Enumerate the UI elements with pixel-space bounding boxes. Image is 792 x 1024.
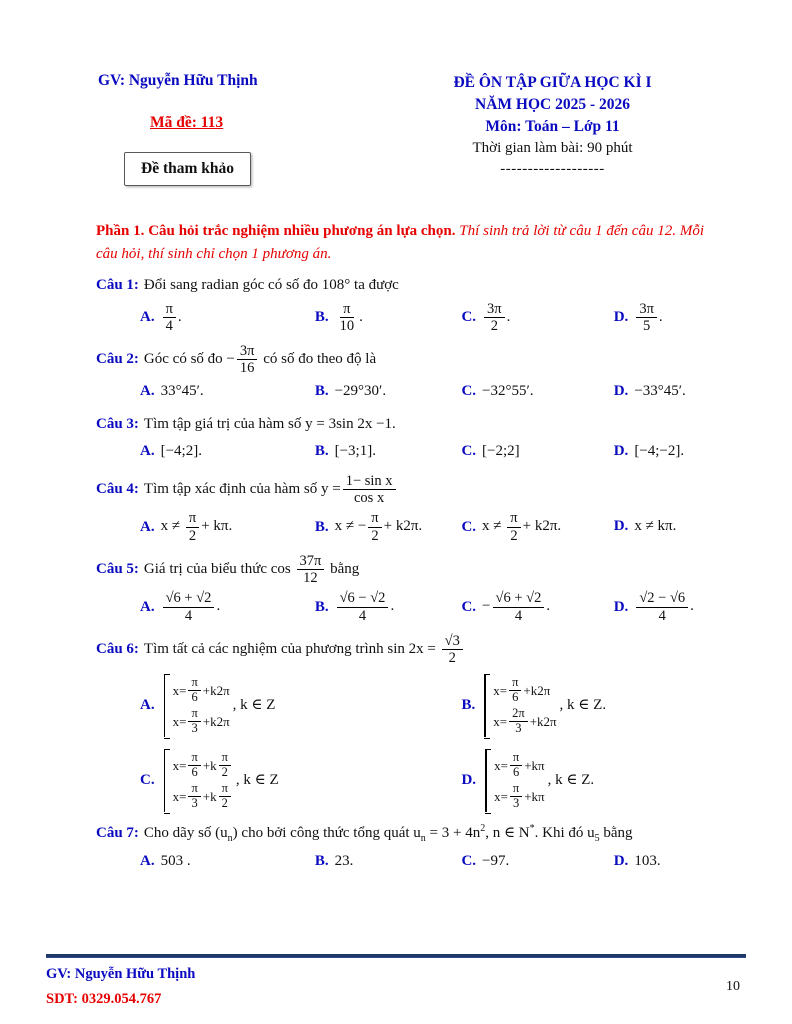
option-3a-key: A. — [140, 442, 155, 459]
case-text: +k — [202, 788, 217, 804]
question-7-text-6: . Khi đó u — [534, 825, 595, 842]
fraction-denominator: 2 — [221, 764, 228, 779]
question-4-text: Tìm tập xác định của hàm số — [143, 481, 321, 498]
fraction-numerator: π — [188, 751, 200, 766]
option-6c — [140, 749, 461, 812]
exam-header — [0, 0, 792, 186]
minus-sign: − — [226, 351, 235, 368]
fraction — [368, 510, 381, 543]
option-7a-key: A. — [140, 853, 155, 870]
option-5c-suffix: . — [546, 598, 551, 615]
question-5-label: Câu 5: — [96, 561, 139, 578]
part1-instruction: Thí sinh trả lời từ câu 1 đến câu 12. Mỗi câu hỏi, thí sinh chỉ chọn 1 phương án. — [96, 223, 704, 262]
case-line-2 — [173, 782, 233, 810]
page-footer — [46, 954, 746, 1008]
fraction — [484, 301, 505, 334]
fraction — [163, 301, 176, 334]
case-text: x= — [172, 788, 187, 804]
exam-duration: Thời gian làm bài: 90 phút — [472, 140, 633, 156]
fraction-denominator: 2 — [510, 527, 518, 544]
fraction-denominator: 4 — [658, 607, 666, 624]
option-3d — [614, 440, 704, 464]
fraction-numerator: √6 + √2 — [163, 590, 215, 607]
case-text: x= — [494, 757, 508, 773]
option-5d-key: D. — [613, 598, 629, 615]
question-3-options — [96, 440, 704, 464]
question-1-options — [96, 301, 704, 334]
question-2-options — [96, 380, 704, 404]
fraction-denominator: 2 — [448, 650, 456, 667]
teacher-name: GV: Nguyễn Hữu Thịnh — [98, 72, 258, 89]
option-6d-suffix: , k ∈ Z. — [547, 772, 595, 789]
option-4d-value: x ≠ kπ. — [634, 518, 677, 535]
fraction-numerator: π — [163, 301, 176, 318]
question-7-label: Câu 7: — [96, 825, 139, 842]
question-3-line — [96, 413, 704, 436]
option-1b-key: B. — [314, 308, 329, 325]
fraction-numerator: 3π — [484, 301, 505, 318]
option-6c-suffix: , k ∈ Z — [235, 772, 279, 789]
fraction — [337, 301, 358, 334]
fraction-denominator: 4 — [358, 607, 367, 624]
option-2d — [614, 380, 704, 404]
fraction — [237, 343, 258, 376]
question-1-text: Đổi sang radian góc có số đo 108° ta được — [143, 277, 399, 293]
question-4-line — [96, 473, 704, 506]
question-1-label: Câu 1: — [96, 277, 139, 293]
fraction-numerator: π — [188, 707, 200, 722]
option-2a — [140, 380, 315, 404]
fraction-denominator: 10 — [339, 317, 355, 334]
option-3c — [461, 440, 613, 464]
option-2a-key: A. — [140, 383, 155, 400]
case-text: x= — [493, 682, 508, 698]
fraction — [510, 782, 522, 810]
option-5a-suffix: . — [216, 598, 221, 615]
option-6b-key: B. — [461, 697, 476, 714]
fraction-numerator: π — [340, 301, 353, 318]
option-6d-key: D. — [461, 772, 477, 789]
option-5c — [461, 590, 613, 623]
fraction-numerator: √3 — [442, 633, 463, 650]
option-7b-key: B. — [314, 853, 329, 870]
question-6-label: Câu 6: — [96, 640, 139, 657]
fraction-numerator: 3π — [636, 301, 657, 318]
option-4d-key: D. — [613, 518, 629, 535]
option-5b-key: B. — [314, 598, 329, 615]
superscript-star: * — [529, 823, 535, 835]
question-3 — [96, 413, 704, 464]
fraction-numerator: √6 − √2 — [337, 590, 389, 607]
fraction-numerator: π — [507, 510, 520, 527]
question-2-text-pre: Góc có số đo — [143, 351, 227, 368]
fraction — [163, 590, 215, 623]
option-4c-key: C. — [461, 518, 477, 535]
subscript-n: n — [420, 833, 426, 845]
fraction — [219, 751, 231, 779]
question-2-line — [96, 343, 704, 376]
option-5b-suffix: . — [390, 598, 395, 615]
option-3c-value: [−2;2] — [482, 442, 520, 459]
fraction — [509, 707, 528, 735]
question-5-text-pre: Giá trị của biểu thức cos — [143, 561, 295, 578]
question-5-options — [96, 590, 704, 623]
option-3c-key: C. — [461, 442, 477, 459]
solution-cases-bracket — [484, 674, 556, 737]
subscript-5: 5 — [594, 833, 600, 845]
fraction-denominator: 5 — [642, 317, 651, 334]
question-7-options — [96, 850, 704, 874]
header-left-column — [98, 72, 383, 186]
question-7-text-1: Cho dãy số — [143, 825, 216, 842]
question-6-line — [96, 633, 704, 666]
case-text: +kπ — [524, 757, 545, 773]
case-line-1 — [173, 676, 230, 704]
option-4d — [614, 515, 704, 539]
question-4-label: Câu 4: — [96, 481, 139, 498]
fraction-denominator: 3 — [515, 720, 522, 735]
fraction-denominator: 12 — [303, 570, 318, 587]
option-1c — [461, 301, 613, 334]
option-7b-value: 23. — [334, 853, 354, 870]
option-1c-key: C. — [461, 308, 477, 325]
fraction — [297, 553, 325, 586]
option-3a — [140, 440, 315, 464]
header-right-column — [383, 72, 722, 186]
question-6-options — [96, 674, 704, 812]
option-1c-suffix: . — [506, 308, 511, 325]
fraction — [507, 510, 520, 543]
question-3-text: Tìm tập giá trị của hàm số y = 3sin 2x −1. — [143, 416, 396, 433]
fraction-numerator: π — [510, 751, 522, 766]
option-2c — [461, 380, 613, 404]
question-7-text-5: , n ∈ N — [485, 825, 530, 842]
option-5c-pre: − — [482, 598, 491, 615]
fraction-numerator: π — [368, 510, 381, 527]
question-4-y-equals: y = — [320, 481, 341, 498]
question-7 — [96, 821, 704, 874]
option-4c-pre: x ≠ — [482, 518, 506, 535]
option-3d-value: [−4;−2]. — [634, 442, 685, 459]
solution-cases-bracket — [164, 749, 233, 812]
fraction — [337, 590, 389, 623]
option-4b — [315, 510, 462, 543]
option-4a — [140, 510, 315, 543]
subscript-n: n — [227, 833, 233, 845]
superscript-2: 2 — [480, 823, 486, 835]
option-2b — [315, 380, 462, 404]
reference-exam-label: Đề tham khảo — [141, 160, 235, 177]
case-text: x= — [172, 757, 187, 773]
option-2d-key: D. — [613, 383, 629, 400]
question-3-label: Câu 3: — [96, 416, 139, 433]
fraction — [188, 751, 200, 779]
option-6b — [461, 674, 704, 737]
option-6c-key: C. — [140, 772, 155, 789]
question-6-text: Tìm tất cả các nghiệm của phương trình sin 2x = — [143, 640, 440, 657]
case-text: +kπ — [524, 788, 545, 804]
fraction-numerator: π — [219, 751, 231, 766]
fraction-numerator: 1− sin x — [343, 473, 396, 490]
question-4-options — [96, 510, 704, 543]
fraction-numerator: π — [219, 782, 231, 797]
header-separator: ------------------- — [500, 161, 605, 178]
fraction-denominator: 6 — [191, 764, 198, 779]
exam-body — [0, 186, 792, 874]
fraction — [442, 633, 463, 666]
option-7c-value: −97. — [482, 853, 510, 870]
fraction-numerator: π — [188, 676, 200, 691]
case-text: +k2π — [202, 682, 230, 698]
fraction-numerator: π — [186, 510, 199, 527]
exam-title-line2: NĂM HỌC 2025 - 2026 — [475, 96, 630, 113]
part1-heading-bold: Phần 1. Câu hỏi trắc nghiệm nhiều phương án lựa chọn. — [96, 223, 456, 239]
fraction-denominator: 2 — [221, 795, 228, 810]
option-7d-key: D. — [613, 853, 629, 870]
fraction-denominator: 4 — [184, 607, 193, 624]
case-text: x= — [172, 682, 187, 698]
fraction — [219, 782, 231, 810]
question-7-text-3: ) cho bởi công thức tổng quát u — [232, 825, 421, 842]
option-5a — [140, 590, 315, 623]
fraction-denominator: 6 — [512, 764, 520, 779]
fraction — [493, 590, 545, 623]
option-3b-key: B. — [314, 442, 329, 459]
option-4b-key: B. — [314, 518, 329, 535]
case-text: +k2π — [202, 713, 230, 729]
fraction-denominator: 4 — [165, 317, 173, 334]
option-3d-key: D. — [613, 442, 629, 459]
question-7-text-4: = 3 + 4n — [425, 825, 481, 842]
case-text: x= — [172, 713, 187, 729]
option-4a-key: A. — [140, 518, 155, 535]
fraction-denominator: 2 — [188, 527, 197, 544]
option-7b — [315, 850, 462, 874]
case-text: +k2π — [523, 682, 551, 698]
option-3a-value: [−4;2]. — [160, 442, 202, 459]
option-5d — [614, 590, 704, 623]
fraction — [186, 510, 199, 543]
fraction-denominator: 2 — [371, 527, 379, 544]
question-5-text-post: bằng — [326, 561, 360, 578]
fraction-numerator: √2 − √6 — [636, 590, 688, 607]
fraction-numerator: π — [188, 782, 200, 797]
option-2b-key: B. — [314, 383, 329, 400]
option-4c — [461, 510, 613, 543]
question-5-line — [96, 553, 704, 586]
question-2-text-post: có số đo theo độ là — [259, 351, 377, 368]
option-2b-value: −29°30′. — [334, 383, 387, 400]
question-6 — [96, 633, 704, 812]
fraction-numerator: 37π — [297, 553, 325, 570]
option-6a-suffix: , k ∈ Z — [232, 697, 276, 714]
question-1 — [96, 274, 704, 334]
question-2 — [96, 343, 704, 404]
option-5b — [315, 590, 462, 623]
case-line-2 — [493, 707, 556, 735]
case-line-1 — [493, 676, 556, 704]
option-7a-value: 503 . — [160, 853, 191, 870]
option-6b-suffix: , k ∈ Z. — [559, 697, 607, 714]
solution-cases-bracket — [485, 749, 545, 812]
fraction — [188, 782, 200, 810]
footer-phone: SDT: 0329.054.767 — [46, 991, 162, 1007]
case-line-2 — [173, 707, 230, 735]
page-number: 10 — [726, 979, 740, 994]
fraction-denominator: 6 — [191, 689, 198, 704]
case-line-1 — [173, 751, 233, 779]
case-text: x= — [493, 713, 508, 729]
fraction-denominator: 3 — [512, 795, 520, 810]
option-4b-pre: x ≠ − — [334, 518, 367, 535]
question-7-text-2: (u — [215, 825, 228, 842]
option-4a-pre: x ≠ — [160, 518, 184, 535]
option-1d-key: D. — [613, 308, 629, 325]
fraction-denominator: 3 — [191, 720, 198, 735]
fraction-denominator: cos x — [354, 490, 385, 507]
fraction — [510, 751, 522, 779]
exam-title-line1: ĐỀ ÔN TẬP GIỮA HỌC KÌ I — [453, 74, 652, 91]
footer-left — [46, 966, 195, 1008]
case-text: +k2π — [529, 713, 557, 729]
option-1a-suffix: . — [177, 308, 182, 325]
option-5d-suffix: . — [690, 598, 694, 615]
fraction — [636, 590, 688, 623]
question-2-label: Câu 2: — [96, 351, 139, 368]
question-4 — [96, 473, 704, 544]
option-7d — [614, 850, 704, 874]
footer-row — [46, 966, 746, 1008]
solution-cases-bracket — [164, 674, 230, 737]
option-1a — [140, 301, 315, 334]
option-4b-post: + k2π. — [383, 518, 423, 535]
fraction-numerator: π — [509, 676, 521, 691]
option-4c-post: + k2π. — [522, 518, 562, 535]
reference-exam-box — [124, 152, 251, 186]
option-7a — [140, 850, 315, 874]
fraction-denominator: 2 — [490, 317, 498, 334]
part1-heading — [96, 220, 704, 265]
option-1d-suffix: . — [658, 308, 663, 325]
option-1b — [315, 301, 462, 334]
option-4a-post: + kπ. — [201, 518, 233, 535]
question-5 — [96, 553, 704, 624]
exam-subject: Môn: Toán – Lớp 11 — [485, 118, 620, 135]
option-7c — [461, 850, 613, 874]
option-1a-key: A. — [140, 308, 155, 325]
option-6a — [140, 674, 461, 737]
footer-divider — [46, 954, 746, 958]
option-6a-key: A. — [140, 697, 155, 714]
option-7c-key: C. — [461, 853, 477, 870]
option-2c-key: C. — [461, 383, 477, 400]
fraction-denominator: 4 — [514, 607, 523, 624]
fraction-numerator: 3π — [237, 343, 258, 360]
case-text: +k — [202, 757, 217, 773]
fraction — [188, 676, 200, 704]
option-3b — [315, 440, 462, 464]
case-line-1 — [494, 751, 545, 779]
option-5a-key: A. — [140, 598, 155, 615]
question-7-line — [96, 821, 704, 846]
option-2d-value: −33°45′. — [634, 383, 686, 400]
fraction-numerator: π — [510, 782, 522, 797]
case-text: x= — [494, 788, 508, 804]
option-7d-value: 103. — [634, 853, 661, 870]
option-6d — [461, 749, 704, 812]
fraction-numerator: √6 + √2 — [493, 590, 545, 607]
case-line-2 — [494, 782, 545, 810]
fraction — [343, 473, 396, 506]
fraction — [509, 676, 521, 704]
option-1b-suffix: . — [359, 308, 363, 325]
fraction-denominator: 3 — [191, 795, 198, 810]
fraction-numerator: 2π — [509, 707, 528, 722]
fraction-denominator: 16 — [239, 360, 255, 377]
footer-teacher-name: GV: Nguyễn Hữu Thịnh — [46, 966, 196, 982]
option-2c-value: −32°55′. — [482, 383, 534, 400]
option-1d — [614, 301, 704, 334]
option-2a-value: 33°45′. — [160, 383, 204, 400]
fraction — [188, 707, 200, 735]
question-7-text-7: bằng — [599, 825, 633, 842]
option-3b-value: [−3;1]. — [334, 442, 376, 459]
fraction-denominator: 6 — [512, 689, 519, 704]
question-1-line — [96, 274, 704, 297]
option-5c-key: C. — [461, 598, 477, 615]
exam-code: Mã đề: 113 — [150, 114, 224, 131]
fraction — [636, 301, 657, 334]
